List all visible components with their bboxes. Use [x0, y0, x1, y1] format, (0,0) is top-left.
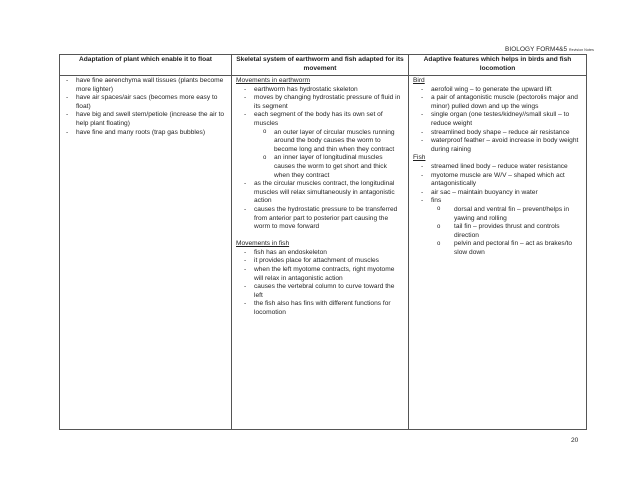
list-item: - have air spaces/air sacs (becomes more easy to float) [64, 94, 227, 111]
running-header-subtitle: Revision Notes [569, 48, 594, 52]
list-item: - earthworm has hydrostatic skeleton [241, 86, 404, 95]
list-item: - have big and swell stem/petiole (increase the air to help plant floating) [64, 111, 227, 128]
fish-movement-heading: Movements in fish [236, 240, 290, 248]
table-header-row [60, 55, 587, 76]
list-item: - streamed lined body – reduce water resistance [418, 163, 582, 172]
list-item: - moves by changing hydrostatic pressure of fluid in its segment [241, 94, 404, 111]
list-item: - aerofoil wing – to generate the upward lift [418, 86, 582, 95]
list-item: - single organ (one testes/kidney//small skull – to reduce weight [418, 111, 582, 128]
adaptation-table [59, 54, 587, 430]
page-number: 20 [571, 437, 579, 444]
sub-list-item: o dorsal and ventral fin – prevent/helps in yawing and rolling [434, 206, 582, 223]
skeletal-cell [232, 76, 409, 430]
list-item [418, 197, 582, 206]
list-item: - as the circular muscles contract, the longitudinal muscles will relax simultaneously in antagonistic action [241, 180, 404, 206]
fish-adaptive-list [418, 163, 582, 206]
adaptive-cell [409, 76, 587, 430]
bird-list [418, 86, 582, 155]
earthworm-list [241, 86, 404, 232]
list-item: - myotome muscle are W/V – shaped which act antagonistically [418, 172, 582, 189]
list-item-text: each segment of the body has its own set of muscles [254, 111, 383, 127]
plant-cell [60, 76, 232, 430]
list-item: - a pair of antagonistic muscle (pectorolis major and minor) pulled down and up the wings [418, 94, 582, 111]
table-row [60, 76, 587, 430]
list-item: - causes the vertebral column to curve toward the left [241, 283, 404, 300]
column-header-adaptive: Adaptive features which helps in birds and fish locomotion [409, 55, 587, 76]
fish-movement-list [241, 249, 404, 318]
column-header-plant: Adaptation of plant which enable it to float [60, 55, 232, 76]
list-item: - air sac – maintain buoyancy in water [418, 189, 582, 198]
column-header-skeletal: Skeletal system of earthworm and fish adapted for its movement [232, 55, 409, 76]
running-header-title: BIOLOGY FORM4&5 [505, 46, 568, 53]
list-item: - waterproof feather – avoid increase in body weight during raining [418, 137, 582, 154]
fins-list [434, 206, 582, 258]
list-item: - fish has an endoskeleton [241, 249, 404, 258]
sub-list-item: o pelvin and pectoral fin – act as brakes/to slow down [434, 240, 582, 257]
list-item: - causes the hydrostatic pressure to be transferred from anterior part to posterior part causing the worm to move forward [241, 206, 404, 232]
list-item: - streamlined body shape – reduce air resistance [418, 129, 582, 138]
list-item: - have fine aerenchyma wall tissues (plants become more lighter) [64, 77, 227, 94]
bird-heading: Bird [413, 77, 425, 84]
running-header [505, 46, 594, 53]
sub-list-item: o tail fin – provides thrust and controls direction [434, 223, 582, 240]
list-item [241, 111, 404, 180]
list-item: - when the left myotome contracts, right myotome will relax in antagonistic action [241, 266, 404, 283]
list-item: - it provides place for attachment of muscles [241, 257, 404, 266]
list-item: - the fish also has fins with different functions for locomotion [241, 300, 404, 317]
muscle-layer-list [256, 129, 404, 181]
plant-list [64, 77, 227, 137]
spacer [236, 232, 404, 241]
list-item-text: fins [431, 197, 442, 205]
list-item: - have fine and many roots (trap gas bubbles) [64, 129, 227, 138]
sub-list-item: o an outer layer of circular muscles running around the body causes the worm to become long and thin when they contract [256, 129, 404, 155]
fish-adaptive-heading: Fish [413, 154, 426, 162]
sub-list-item: o an inner layer of longitudinal muscles causes the worm to get short and thick when they contract [256, 154, 404, 180]
earthworm-heading: Movements in earthworm [236, 77, 311, 84]
